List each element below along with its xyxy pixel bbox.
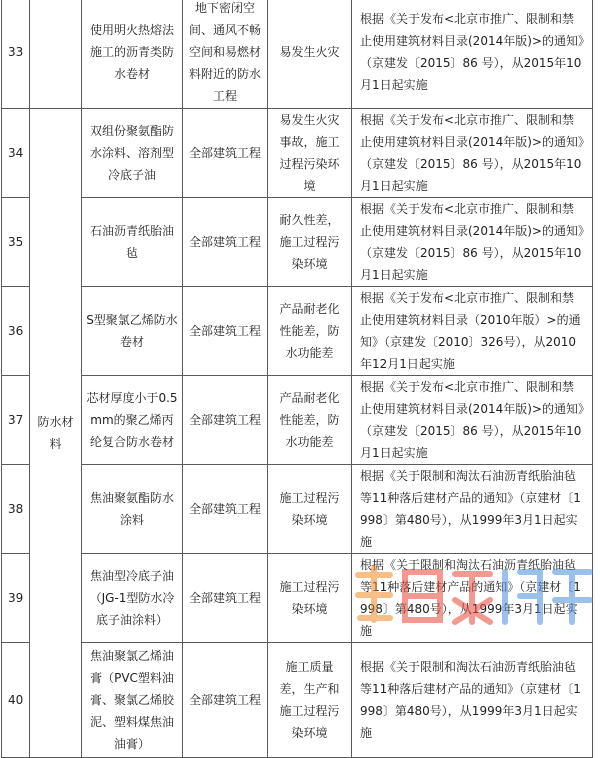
reason-cell: 耐久性差，施工过程污染环境 (268, 198, 352, 287)
row-number: 36 (2, 287, 30, 376)
reason-cell: 施工过程污染环境 (268, 465, 352, 554)
table-row (2, 109, 593, 198)
row-number: 38 (2, 465, 30, 554)
category-cell: 防水材料 (30, 109, 82, 758)
scope-cell: 全部建筑工程 (183, 554, 268, 643)
row-number: 35 (2, 198, 30, 287)
row-number: 34 (2, 109, 30, 198)
row-number: 40 (2, 643, 30, 758)
table-row (2, 554, 593, 643)
material-cell: 焦油聚氨酯防水涂料 (82, 465, 183, 554)
row-number: 39 (2, 554, 30, 643)
material-cell: S型聚氯乙烯防水卷材 (82, 287, 183, 376)
category-cell (30, 0, 82, 109)
reason-cell: 易发生火灾 (268, 0, 352, 109)
row-number: 37 (2, 376, 30, 465)
row-number: 33 (2, 0, 30, 109)
table-row (2, 0, 593, 109)
table-row (2, 287, 593, 376)
material-cell: 双组份聚氨酯防水涂料、溶剂型冷底子油 (82, 109, 183, 198)
scope-cell: 地下密闭空间、通风不畅空间和易燃材料附近的防水工程 (183, 0, 268, 109)
material-cell: 石油沥青纸胎油毡 (82, 198, 183, 287)
table-row (2, 465, 593, 554)
restricted-materials-table (1, 0, 593, 758)
reason-cell: 施工质量差，生产和施工过程污染环境 (268, 643, 352, 758)
reason-cell: 施工过程污染环境 (268, 554, 352, 643)
material-cell: 焦油聚氯乙烯油膏（PVC塑料油膏、聚氯乙烯胶泥、塑料煤焦油油膏） (82, 643, 183, 758)
basis-cell: 根据《关于限制和淘汰石油沥青纸胎油毡等11种落后建材产品的通知》（京建材〔1998〕第480号），从1999年3月1日起实施 (352, 643, 593, 758)
basis-cell: 根据《关于发布<北京市推广、限制和禁止使用建筑材料目录(2014年版)>的通知》（京建发〔2015〕86 号），从2015年10月1日起实施 (352, 0, 593, 109)
material-cell: 使用明火热熔法施工的沥青类防水卷材 (82, 0, 183, 109)
reason-cell: 产品耐老化性能差，防水功能差 (268, 287, 352, 376)
table-row (2, 198, 593, 287)
scope-cell: 全部建筑工程 (183, 198, 268, 287)
material-cell: 焦油型冷底子油（JG-1型防水冷底子油涂料） (82, 554, 183, 643)
scope-cell: 全部建筑工程 (183, 109, 268, 198)
reason-cell: 易发生火灾事故，施工过程污染环境 (268, 109, 352, 198)
material-cell: 芯材厚度小于0.5mm的聚乙烯丙纶复合防水卷材 (82, 376, 183, 465)
table-row (2, 376, 593, 465)
basis-cell: 根据《关于限制和淘汰石油沥青纸胎油毡等11种落后建材产品的通知》（京建材〔1998〕第480号），从1999年3月1日起实施 (352, 465, 593, 554)
basis-cell: 根据《关于发布<北京市推广、限制和禁止使用建筑材料目录(2014年版)>的通知》（京建发〔2015〕86 号），从2015年10月1日起实施 (352, 198, 593, 287)
scope-cell: 全部建筑工程 (183, 643, 268, 758)
basis-cell: 根据《关于限制和淘汰石油沥青纸胎油毡等11种落后建材产品的通知》（京建材〔1998〕第480号），从1999年3月1日起实施 (352, 554, 593, 643)
table-row (2, 643, 593, 758)
scope-cell: 全部建筑工程 (183, 287, 268, 376)
scope-cell: 全部建筑工程 (183, 465, 268, 554)
reason-cell: 产品耐老化性能差，防水功能差 (268, 376, 352, 465)
basis-cell: 根据《关于发布<北京市推广、限制和禁止使用建筑材料目录(2014年版)>的通知》（京建发〔2015〕86 号），从2015年10月1日起实施 (352, 109, 593, 198)
basis-cell: 根据《关于发布<北京市推广、限制和禁止使用建筑材料目录(2014年版)>的通知》（京建发〔2015〕86 号），从2015年10月1日起实施 (352, 376, 593, 465)
basis-cell: 根据《关于发布<北京市推广、限制和禁止使用建筑材料目录（2010年版）>的通知》（京建发〔2010〕326号），从2010年12月1日起实施 (352, 287, 593, 376)
scope-cell: 全部建筑工程 (183, 376, 268, 465)
